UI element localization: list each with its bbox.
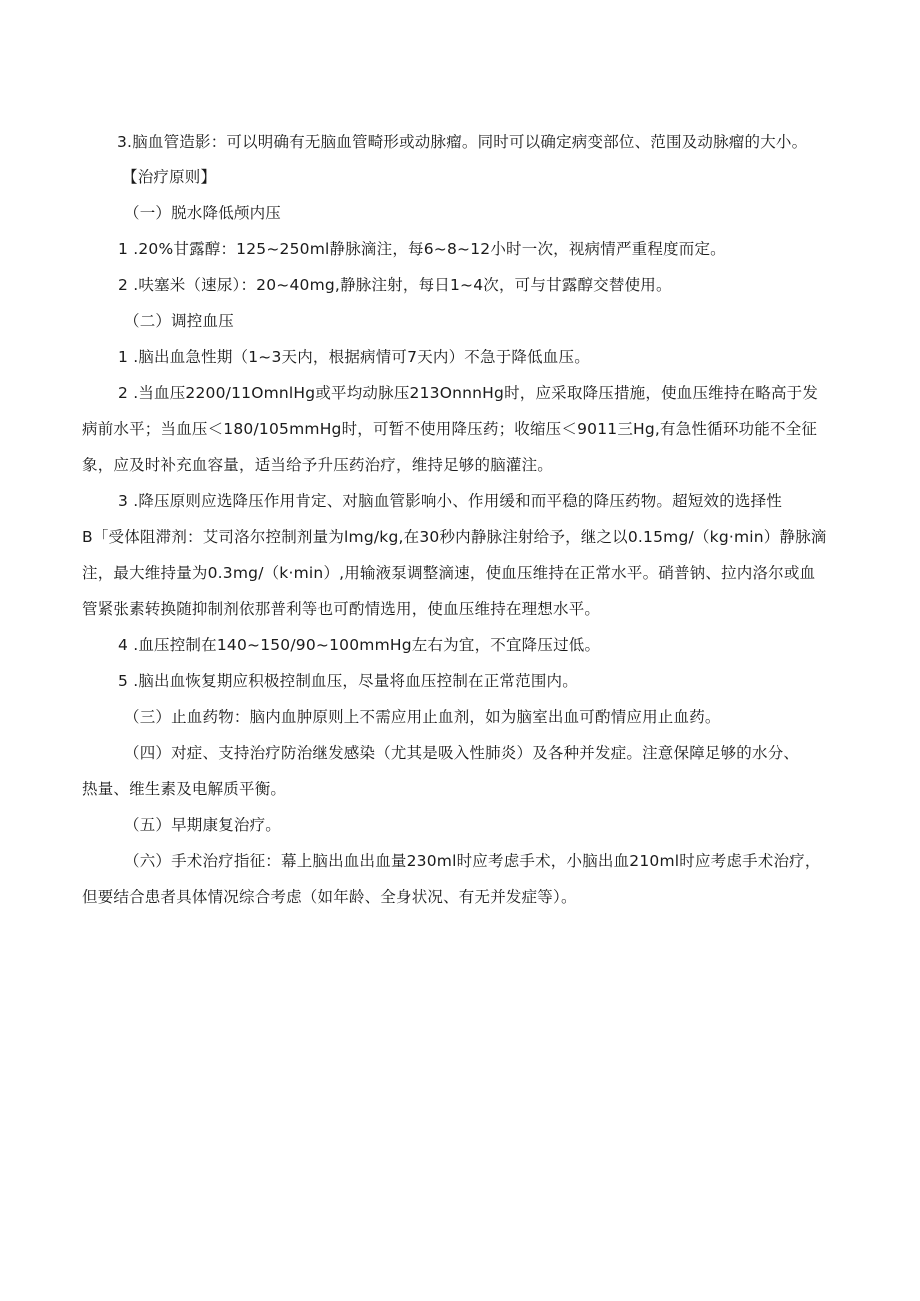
subsection-heading-content: （三）止血药物：脑内血肿原则上不需应用止血剂，如为脑室出血可酌情应用止血药。	[124, 708, 721, 726]
list-item-content: 1 .20%甘露醇：125~250ml静脉滴注，每6~8~12小时一次，视病情严重程度而定。	[118, 240, 726, 258]
text-line-content: B「受体阻滞剂：艾司洛尔控制剂量为lmg/kg,在30秒内静脉注射给予，继之以0.15mg/（kg·min）静脉滴	[82, 528, 827, 546]
subsection-heading-content: （五）早期康复治疗。	[124, 816, 282, 834]
subsection-heading-content: （二）调控血压	[124, 312, 234, 330]
subsection-heading-content: （一）脱水降低颅内压	[124, 204, 282, 222]
section-heading-content: 【治疗原则】	[122, 168, 217, 186]
subsection-heading-content: （六）手术治疗指征：幕上脑出血出血量230ml时应考虑手术，小脑出血210ml时应考虑手术治疗，	[124, 852, 821, 870]
text-line-content: 象，应及时补充血容量，适当给予升压药治疗，维持足够的脑灌注。	[82, 456, 554, 474]
text-line-content: 注，最大维持量为0.3mg/（k·min）,用输液泵调整滴速，使血压维持在正常水平。硝普钠、拉内洛尔或血	[82, 564, 816, 582]
text-line-content: 3.脑血管造影：可以明确有无脑血管畸形或动脉瘤。同时可以确定病变部位、范围及动脉瘤的大小。	[117, 133, 808, 151]
list-item-content: 4 .血压控制在140~150/90~100mmHg左右为宜，不宜降压过低。	[118, 636, 601, 654]
text-line-content: 但要结合患者具体情况综合考虑（如年龄、全身状况、有无并发症等）。	[82, 888, 577, 906]
list-item-content: 2 .呋塞米（速尿）：20~40mg,静脉注射，每日1~4次，可与甘露醇交替使用。	[118, 276, 672, 294]
text-line-content: 病前水平；当血压＜180/105mmHg时，可暂不使用降压药；收缩压＜9011三Hg,有急性循环功能不全征	[82, 420, 818, 438]
list-item-content: 1 .脑出血急性期（1~3天内，根据病情可7天内）不急于降低血压。	[118, 348, 590, 366]
list-item-content: 5 .脑出血恢复期应积极控制血压，尽量将血压控制在正常范围内。	[118, 672, 578, 690]
list-item-content: 2 .当血压2200/11OmnlHg或平均动脉压213OnnnHg时，应采取降压措施，使血压维持在略高于发	[118, 384, 819, 402]
list-item-content: 3 .降压原则应选降压作用肯定、对脑血管影响小、作用缓和而平稳的降压药物。超短效的选择性	[118, 492, 783, 510]
text-line-content: 热量、维生素及电解质平衡。	[82, 780, 287, 798]
subsection-heading-content: （四）对症、支持治疗防治继发感染（尤其是吸入性肺炎）及各种并发症。注意保障足够的水分、	[124, 744, 800, 762]
text-line-content: 管紧张素转换随抑制剂依那普利等也可酌情选用，使血压维持在理想水平。	[82, 600, 601, 618]
